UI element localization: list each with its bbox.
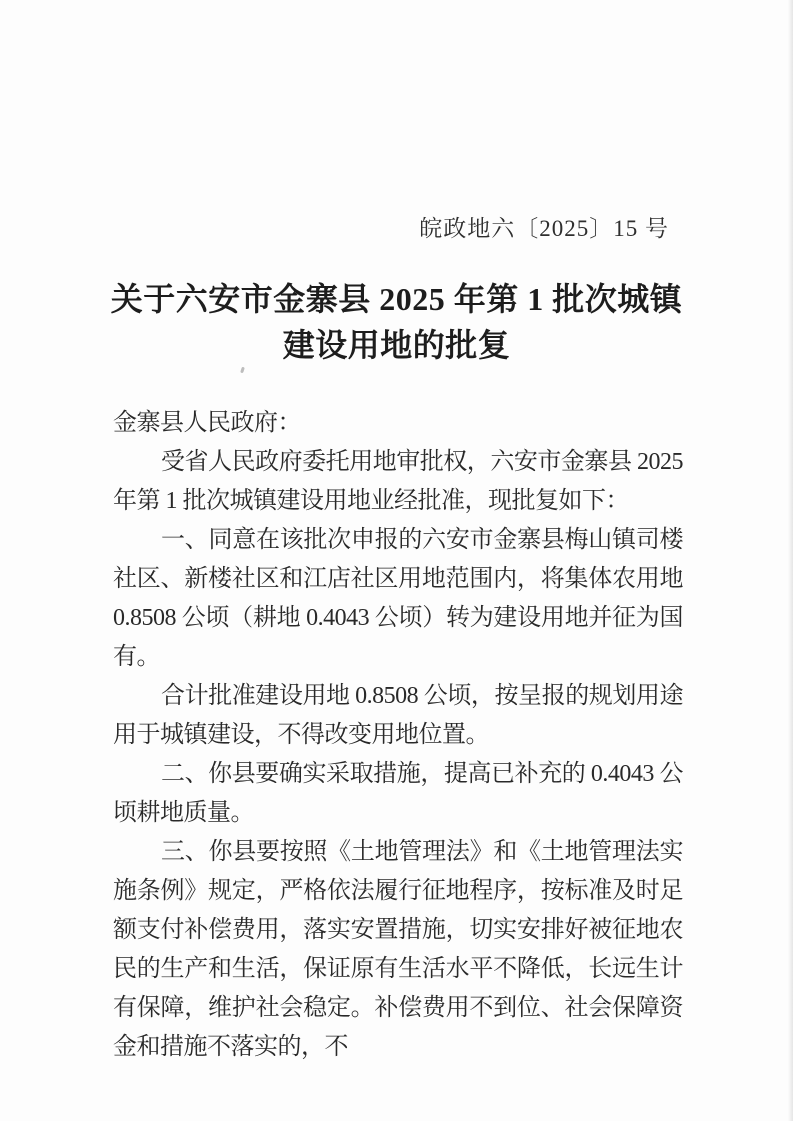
document-title	[0, 276, 793, 368]
salutation: 金寨县人民政府：	[113, 410, 301, 436]
title-line-2: 建设用地的批复	[282, 327, 511, 363]
title-line-1: 关于六安市金寨县 2025 年第 1 批次城镇	[110, 281, 683, 317]
paragraph-item-1-summary: 合计批准建设用地 0.8508 公顷，按呈报的规划用途用于城镇建设，不得改变用地位置。	[113, 683, 683, 748]
paragraph-intro: 受省人民政府委托用地审批权，六安市金寨县 2025 年第 1 批次城镇建设用地业经批准，现批复如下：	[113, 449, 683, 514]
document-body	[113, 404, 683, 1067]
paragraph-item-3: 三、你县要按照《土地管理法》和《土地管理法实施条例》规定，严格依法履行征地程序，按标准及时足额支付补偿费用，落实安置措施，切实安排好被征地农民的生产和生活，保证原有生活水平不降低，长远生计有保障，维护社会稳定。补偿费用不到位、社会保障资金和措施不落实的，不	[113, 839, 683, 1060]
scan-edge-shadow	[788, 0, 793, 1121]
scan-speck	[240, 367, 245, 374]
document-number: 皖政地六〔2025〕15 号	[419, 216, 669, 241]
paragraph-item-1: 一、同意在该批次申报的六安市金寨县梅山镇司楼社区、新楼社区和江店社区用地范围内，将集体农用地 0.8508 公顷（耕地 0.4043 公顷）转为建设用地并征为国有。	[113, 527, 683, 670]
paragraph-item-2: 二、你县要确实采取措施，提高已补充的 0.4043 公顷耕地质量。	[113, 761, 683, 826]
